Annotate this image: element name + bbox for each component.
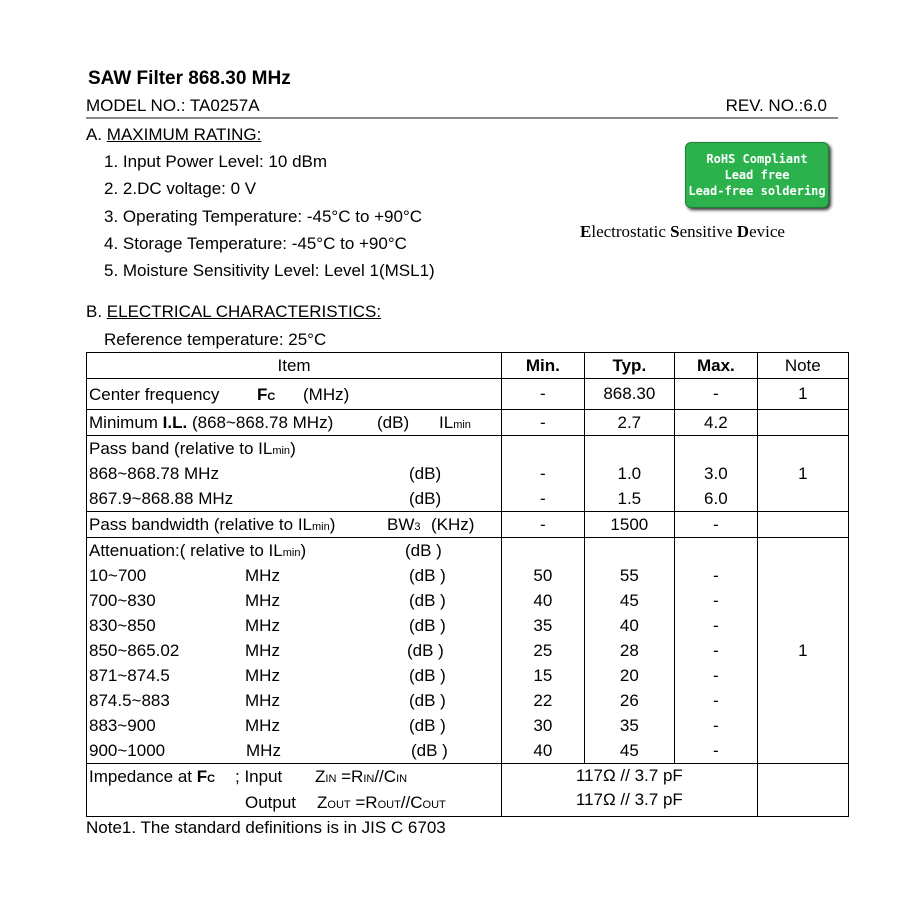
section-b-title: ELECTRICAL CHARACTERISTICS: (106, 302, 382, 321)
rohs-line-2: Lead free (724, 168, 790, 182)
insertion-loss-note (757, 410, 848, 436)
section-b-prefix: B. (86, 302, 107, 321)
impedance-output-value: 117Ω // 3.7 pF (575, 790, 683, 809)
center-frequency-note: 1 (757, 379, 848, 410)
rohs-line-3: Lead-free soldering (688, 184, 826, 198)
center-frequency-max: - (675, 379, 757, 410)
rating-item-2: 2. 2.DC voltage: 0 V (104, 179, 257, 198)
section-b-heading (86, 302, 381, 322)
rating-item-4: 4. Storage Temperature: -45°C to +90°C (104, 234, 407, 253)
attenuation-note: 1 (757, 538, 848, 764)
pass-band-item: Pass band (relative to ILmin) 868~868.78 MHz (dB) 867.9~868.88 MHz (dB) (87, 436, 502, 512)
document-title: SAW Filter 868.30 MHz (88, 68, 291, 89)
table-row (87, 512, 849, 538)
reference-temperature: Reference temperature: 25°C (104, 330, 327, 349)
impedance-values (502, 764, 758, 817)
esd-label: Electrostatic Sensitive Device (580, 222, 785, 241)
impedance-note (757, 764, 848, 817)
insertion-loss-max: 4.2 (675, 410, 757, 436)
footnote: Note1. The standard definitions is in JIS C 6703 (86, 818, 446, 837)
attenuation-typ: 55 45 40 28 20 26 35 45 (584, 538, 675, 764)
pass-bandwidth-max: - (675, 512, 757, 538)
header-max: Max. (675, 353, 757, 379)
center-frequency-item: Center frequency FC (MHz) (87, 379, 502, 410)
model-number: MODEL NO.: TA0257A (86, 96, 260, 115)
rating-item-1: 1. Input Power Level: 10 dBm (104, 152, 328, 171)
header-note: Note (757, 353, 848, 379)
insertion-loss-min: - (502, 410, 584, 436)
insertion-loss-typ: 2.7 (584, 410, 675, 436)
attenuation-min: 50 40 35 25 15 22 30 40 (502, 538, 584, 764)
header-min: Min. (502, 353, 584, 379)
impedance-item: Impedance at FC ; Input ZIN =RIN//CIN Output ZOUT =ROUT//COUT (87, 764, 502, 817)
rating-item-5: 5. Moisture Sensitivity Level: Level 1(MSL1) (104, 261, 435, 280)
insertion-loss-item: Minimum I.L. (868~868.78 MHz) (dB) ILmin (87, 410, 502, 436)
pass-bandwidth-typ: 1500 (584, 512, 675, 538)
table-header-row (87, 353, 849, 379)
revision-number: REV. NO.:6.0 (725, 96, 827, 115)
header-item: Item (87, 353, 502, 379)
pass-bandwidth-item: Pass bandwidth (relative to ILmin) BW3 (KHz) (87, 512, 502, 538)
attenuation-item: Attenuation:( relative to ILmin) (dB ) 10~700 MHz (dB ) 700~830 MHz (dB ) 830~850 MHz (dB ) 850~865.02 MHz (dB ) 871~874.5 MHz (dB ) 874.5~883 MHz (dB ) 883~900 MHz (dB ) 900~1000 MHz (dB ) (87, 538, 502, 764)
rohs-badge (685, 142, 829, 208)
section-a-heading (86, 125, 261, 145)
section-a-prefix: A. (86, 125, 107, 144)
center-frequency-typ: 868.30 (584, 379, 675, 410)
pass-band-max: 3.0 6.0 (675, 436, 757, 512)
section-a-title: MAXIMUM RATING: (106, 125, 262, 144)
header-typ: Typ. (584, 353, 675, 379)
header-divider (86, 117, 838, 119)
pass-bandwidth-min: - (502, 512, 584, 538)
table-row (87, 410, 849, 436)
rohs-line-1: RoHS Compliant (706, 152, 808, 166)
pass-band-typ: 1.0 1.5 (584, 436, 675, 512)
pass-bandwidth-note (757, 512, 848, 538)
rating-item-3: 3. Operating Temperature: -45°C to +90°C (104, 207, 423, 226)
attenuation-max: - - - - - - - - (675, 538, 757, 764)
table-row (87, 436, 849, 512)
electrical-characteristics-table (86, 352, 849, 817)
pass-band-min: - - (502, 436, 584, 512)
table-row (87, 538, 849, 764)
table-row (87, 379, 849, 410)
center-frequency-min: - (502, 379, 584, 410)
pass-band-note: 1 (757, 436, 848, 512)
impedance-input-value: 117Ω // 3.7 pF (575, 766, 683, 785)
table-row (87, 764, 849, 817)
